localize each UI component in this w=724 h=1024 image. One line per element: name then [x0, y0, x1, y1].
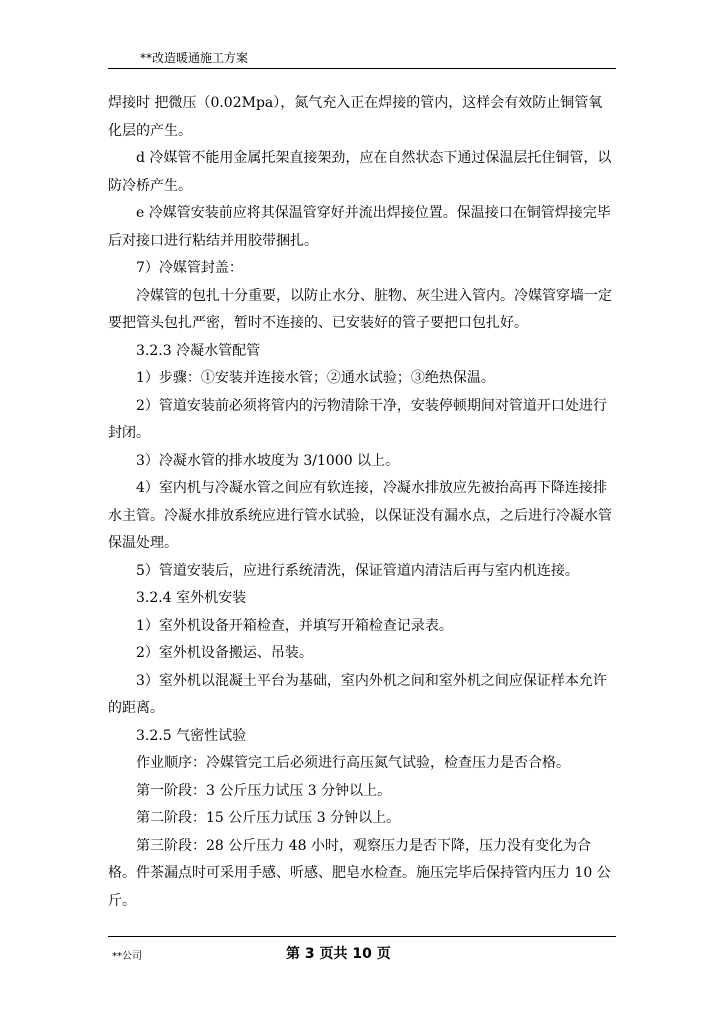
- paragraph: 5）管道安装后，应进行系统清洗，保证管道内清洁后再与室内机连接。: [136, 562, 579, 579]
- paragraph: 第一阶段：3 公斤压力试压 3 分钟以上。: [136, 782, 392, 799]
- paragraph: 冷媒管的包扎十分重要，以防止水分、脏物、灰尘进入管内。冷媒管穿墙一定要把管头包扎严密，暂时不连接的、已安装好的管子要把口包扎好。: [108, 287, 612, 331]
- paragraph: 作业顺序：冷媒管完工后必须进行高压氮气试验，检查压力是否合格。: [136, 755, 570, 771]
- paragraph: 焊接时 把微压（0.02Mpa），氮气充入正在焊接的管内，这样会有效防止铜管氧化层的产生。: [108, 95, 603, 139]
- page-number: 第 3 页共 10 页: [286, 946, 391, 962]
- header-divider: [108, 68, 616, 69]
- paragraph: 第三阶段：28 公斤压力 48 小时，观察压力是否下降，压力没有变化为合格。件茶漏点时可采用手感、听感、肥皂水检查。施压完毕后保持管内压力 10 公斤。: [108, 837, 611, 909]
- paragraph: d 冷媒管不能用金属托架直接架劲，应在自然状态下通过保温层托住铜管，以防冷桥产生。: [108, 150, 612, 194]
- page-header-title: **改造暖通施工方案: [140, 51, 249, 65]
- document-body: [108, 90, 616, 915]
- list-heading: 7）冷媒管封盖：: [136, 260, 243, 276]
- section-heading: 3.2.3 冷凝水管配管: [136, 342, 261, 359]
- paragraph: 3）室外机以混凝土平台为基础，室内外机之间和室外机之间应保证样本允许的距离。: [108, 672, 607, 716]
- footer-company: **公司: [112, 951, 142, 962]
- paragraph: 1）步骤：①安装并连接水管；②通水试验；③绝热保温。: [136, 370, 495, 386]
- paragraph: 1）室外机设备开箱检查，并填写开箱检查记录表。: [136, 617, 453, 634]
- paragraph: 3）冷凝水管的排水坡度为 3/1000 以上。: [136, 452, 400, 469]
- paragraph: 2）室外机设备搬运、吊装。: [136, 645, 313, 661]
- paragraph: 第二阶段：15 公斤压力试压 3 分钟以上。: [136, 810, 401, 826]
- section-heading: 3.2.4 室外机安装: [136, 590, 247, 606]
- paragraph: 4）室内机与冷凝水管之间应有软连接，冷凝水排放应先被抬高再下降连接排水主管。冷凝水排放系统应进行管水试验，以保证没有漏水点，之后进行冷凝水管保温处理。: [108, 480, 612, 551]
- footer-divider: [108, 936, 616, 937]
- section-heading: 3.2.5 气密性试验: [136, 727, 247, 744]
- paragraph: e 冷媒管安装前应将其保温管穿好并流出焊接位置。保温接口在铜管焊接完毕后对接口进行粘结并用胶带捆扎。: [108, 205, 611, 249]
- paragraph: 2）管道安装前必须将管内的污物清除干净，安装停顿期间对管道开口处进行封闭。: [108, 397, 607, 441]
